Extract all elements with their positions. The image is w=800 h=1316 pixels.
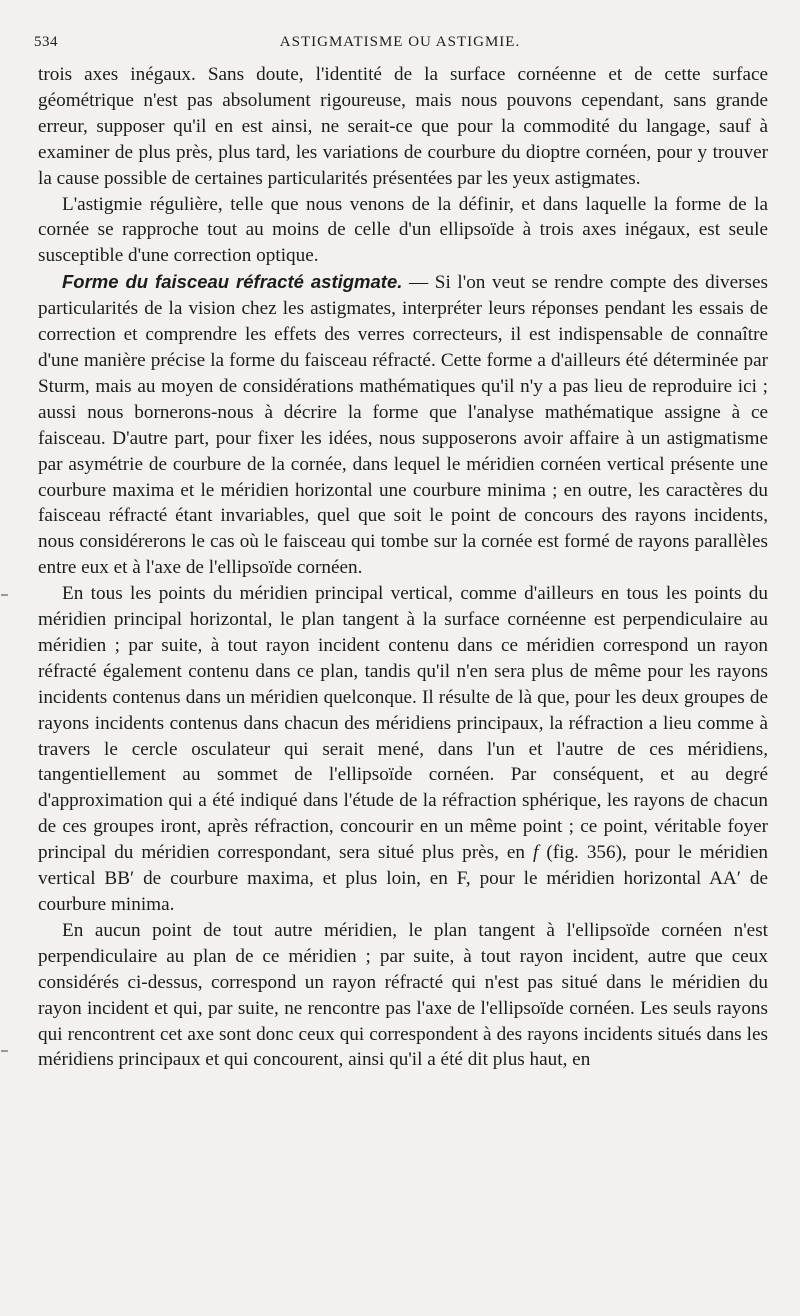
paragraph-autre-meridien: En aucun point de tout autre méridien, le plan tangent à l'ellipsoïde cornéen n'est perpendiculaire au plan de ce méridien ; par suite, à tout rayon incident, autre que ceux considérés ci-dessus, correspond un rayon réfracté qui n'est pas situé dans le méridien du rayon incident et qui, par suite, ne rencontre pas l'axe de l'ellipsoïde cornéen. Les seuls rayons qui rencontrent cet axe sont donc ceux qui correspondent à des rayons incidents situés dans les méridiens principaux et qui concourent, ainsi qu'il a été dit plus haut, en	[38, 919, 768, 1071]
body-text	[38, 62, 768, 1073]
paragraph-astigmie-reguliere: L'astigmie régulière, telle que nous venons de la définir, et dans laquelle la forme de la cornée se rapproche tout au moins de celle d'un ellipsoïde à trois axes inégaux, est seule susceptible d'une correction optique.	[38, 193, 768, 267]
paragraph-forme-faisceau	[38, 269, 768, 581]
paragraph-text-part-2: (fig. 356), pour le méridien vertical BB′ de courbure maxima, et plus loin, en F, pour le méridien horizontal AA′ de courbure minima.	[38, 842, 768, 915]
margin-mark	[1, 1050, 8, 1052]
section-heading: Forme du faisceau réfracté astigmate.	[62, 271, 403, 293]
margin-mark	[1, 594, 8, 596]
paragraph-meridiens-principaux	[38, 581, 768, 918]
paragraph-text-part-1: En tous les points du méridien principal vertical, comme d'ailleurs en tous les points du méridien principal horizontal, le plan tangent à la surface cornéenne est perpendiculaire au méridien ; par suite, à tout rayon incident contenu dans ce méridien correspond un rayon réfracté également contenu dans ce plan, tandis qu'il n'en sera plus de même pour les rayons incidents contenus dans un méridien quelconque. Il résulte de là que, pour les deux groupes de rayons incidents contenus dans chacun des méridiens principaux, la réfraction a lieu comme à travers le cercle osculateur qui serait mené, dans l'un et l'autre de ces méridiens, tangentiellement au sommet de l'ellipsoïde cornéen. Par conséquent, et au degré d'approximation qui a été indiqué dans l'étude de la réfraction sphérique, les rayons de chacun de ces groupes iront, après réfraction, concourir en un même point ; ce point, véritable foyer principal du méridien correspondant, sera situé plus près, en	[38, 583, 768, 864]
section-text: — Si l'on veut se rendre compte des diverses particularités de la vision chez les astigmates, interpréter leurs réponses pendant les essais de correction et comprendre les effets des verres correcteurs, il est indispensable de connaître d'une manière précise la forme du faisceau réfracté. Cette forme a d'ailleurs été déterminée par Sturm, mais au moyen de considérations mathématiques qu'il n'y a pas lieu de reproduire ici ; aussi nous bornerons-nous à décrire la forme que l'analyse mathématique assigne à ce faisceau. D'autre part, pour fixer les idées, nous supposerons avoir affaire à un astigmatisme par asymétrie de courbure de la cornée, dans lequel le méridien cornéen vertical présente une courbure maxima et le méridien horizontal une courbure minima ; en outre, les caractères du faisceau réfracté étant invariables, quel que soit le point de concours des rayons incidents, nous considérerons le cas où le faisceau qui tombe sur la cornée est formé de rayons parallèles entre eux et à l'axe de l'ellipsoïde cornéen.	[38, 272, 768, 579]
running-title: ASTIGMATISME OU ASTIGMIE.	[279, 34, 521, 50]
running-head	[34, 34, 766, 54]
paragraph-continued: trois axes inégaux. Sans doute, l'identité de la surface cornéenne et de cette surface géométrique n'est pas absolument rigoureuse, mais nous pouvons cependant, sans grande erreur, supposer qu'il en est ainsi, ne serait-ce que pour la commodité du langage, sauf à examiner de plus près, plus tard, les variations de courbure du dioptre cornéen, pour y trouver la cause possible de certaines particularités présentées par les yeux astigmates.	[38, 64, 768, 189]
page-number: 534	[34, 34, 58, 50]
focus-letter-f: f	[533, 842, 539, 864]
